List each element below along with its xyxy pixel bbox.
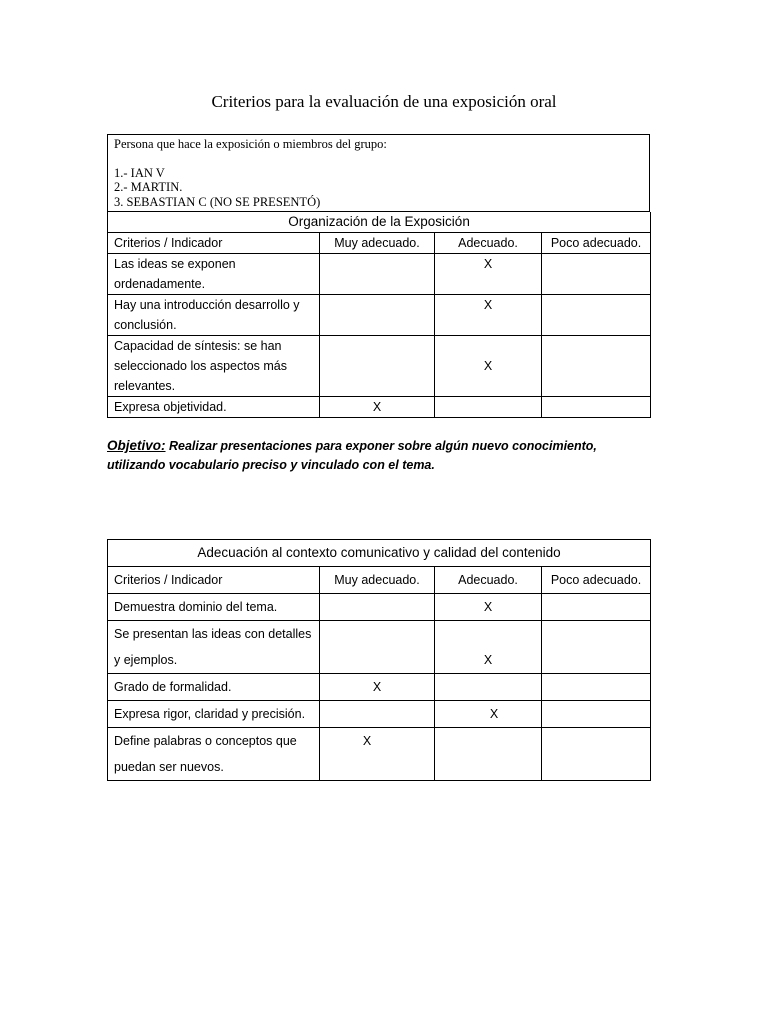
muy-adecuado-cell: X [320,397,435,418]
column-header: Criterios / Indicador [108,567,320,594]
member-item: 3. SEBASTIAN C (NO SE PRESENTÓ) [114,194,321,209]
member-item: 1.- IAN V [114,165,165,180]
document-title: Criterios para la evaluación de una exposición oral [211,92,557,111]
poco-adecuado-cell [542,336,651,397]
table-row [108,254,651,295]
table-row [108,336,651,397]
content-quality-table [107,539,651,781]
criteria-cell: Capacidad de síntesis: se han seleccionado los aspectos más relevantes. [108,336,320,397]
adecuado-cell: X [435,621,542,674]
poco-adecuado-cell [542,397,651,418]
table-row [108,594,651,621]
muy-adecuado-cell [320,621,435,674]
adecuado-cell: X [435,295,542,336]
criteria-cell: Las ideas se exponen ordenadamente. [108,254,320,295]
criteria-cell: Grado de formalidad. [108,674,320,701]
column-header: Adecuado. [435,233,542,254]
table-row [108,621,651,674]
column-header: Poco adecuado. [542,233,651,254]
adecuado-cell: X [435,254,542,295]
table-row [108,295,651,336]
table-row [108,728,651,781]
column-header: Criterios / Indicador [108,233,320,254]
member-item: 2.- MARTIN. [114,180,183,194]
criteria-cell: Demuestra dominio del tema. [108,594,320,621]
column-header: Muy adecuado. [320,567,435,594]
muy-adecuado-cell [320,295,435,336]
criteria-cell: Expresa rigor, claridad y precisión. [108,701,320,728]
muy-adecuado-cell [320,701,435,728]
column-header: Muy adecuado. [320,233,435,254]
criteria-cell: Hay una introducción desarrollo y conclusión. [108,295,320,336]
organization-table [107,212,651,418]
muy-adecuado-cell: X [320,728,435,781]
criteria-cell: Expresa objetividad. [108,397,320,418]
table-row [108,674,651,701]
muy-adecuado-cell [320,254,435,295]
adecuado-cell: X [435,594,542,621]
column-header: Poco adecuado. [542,567,651,594]
table-row [108,701,651,728]
group-members-box [107,134,650,212]
table-row [108,397,651,418]
criteria-cell: Define palabras o conceptos que puedan ser nuevos. [108,728,320,781]
adecuado-cell [435,728,542,781]
group-members-label: Persona que hace la exposición o miembros del grupo: [114,137,387,151]
poco-adecuado-cell [542,594,651,621]
poco-adecuado-cell [542,674,651,701]
table-title: Adecuación al contexto comunicativo y calidad del contenido [108,540,651,567]
muy-adecuado-cell [320,336,435,397]
poco-adecuado-cell [542,254,651,295]
column-header: Adecuado. [435,567,542,594]
muy-adecuado-cell: X [320,674,435,701]
table-title: Organización de la Exposición [108,212,651,233]
poco-adecuado-cell [542,621,651,674]
adecuado-cell: X [435,336,542,397]
muy-adecuado-cell [320,594,435,621]
objective-paragraph [107,436,652,475]
table-header-row [108,567,651,594]
table-header-row [108,233,651,254]
adecuado-cell: X [435,701,542,728]
adecuado-cell [435,397,542,418]
adecuado-cell [435,674,542,701]
poco-adecuado-cell [542,701,651,728]
objective-label: Objetivo: [107,438,166,453]
poco-adecuado-cell [542,295,651,336]
objective-text: Realizar presentaciones para exponer sobre algún nuevo conocimiento, utilizando vocabulario preciso y vinculado con el tema. [107,439,597,472]
criteria-cell: Se presentan las ideas con detalles y ejemplos. [108,621,320,674]
poco-adecuado-cell [542,728,651,781]
